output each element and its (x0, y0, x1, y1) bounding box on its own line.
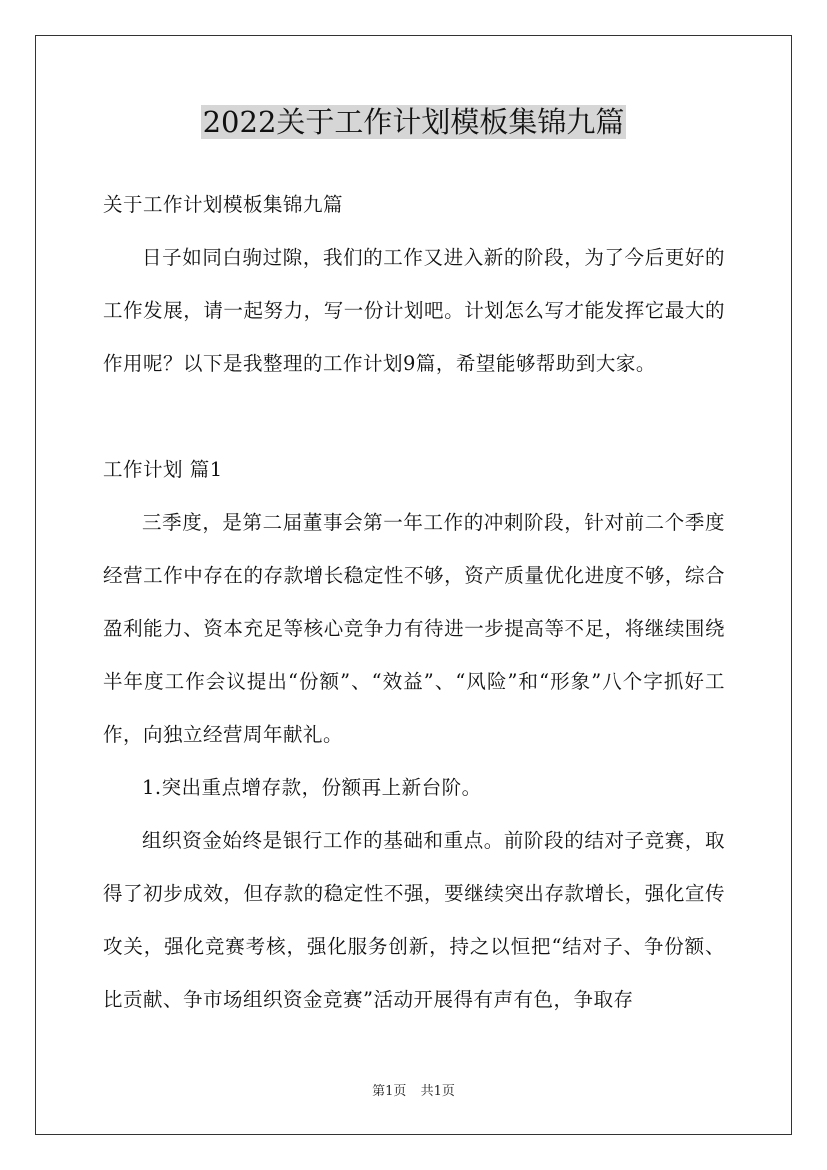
document-subtitle: 关于工作计划模板集锦九篇 (103, 193, 344, 216)
page-footer (0, 1082, 827, 1102)
page-number: 第1页 (372, 1084, 407, 1099)
document-body (103, 178, 725, 1026)
paragraph-spacer (103, 390, 725, 443)
numbered-item-1: 1.突出重点增存款，份额再上新台阶。 (142, 776, 482, 799)
section-paragraph-2: 组织资金始终是银行工作的基础和重点。前阶段的结对子竞赛，取得了初步成效，但存款的稳定性不强，要继续突出存款增长，强化宣传攻关，强化竞赛考核，强化服务创新，持之以恒把“结对子、争份额、比贡献、争市场组织资金竞赛”活动开展得有声有色，争取存 (103, 829, 725, 1011)
document-title-text: 2022关于工作计划模板集锦九篇 (202, 105, 625, 139)
section-paragraph-1: 三季度，是第二届董事会第一年工作的冲刺阶段，针对前二个季度经营工作中存在的存款增长稳定性不够，资产质量优化进度不够，综合盈利能力、资本充足等核心竞争力有待进一步提高等不足，将继续围绕半年度工作会议提出“份额”、“效益”、“风险”和“形象”八个字抓好工作，向独立经营周年献礼。 (103, 511, 725, 746)
section-heading: 工作计划 篇1 (103, 458, 223, 481)
document-title (0, 100, 827, 144)
intro-paragraph: 日子如同白驹过隙，我们的工作又进入新的阶段，为了今后更好的工作发展，请一起努力，写一份计划吧。计划怎么写才能发挥它最大的作用呢？以下是我整理的工作计划9篇，希望能够帮助到大家。 (103, 246, 725, 375)
page-total: 共1页 (420, 1084, 455, 1099)
